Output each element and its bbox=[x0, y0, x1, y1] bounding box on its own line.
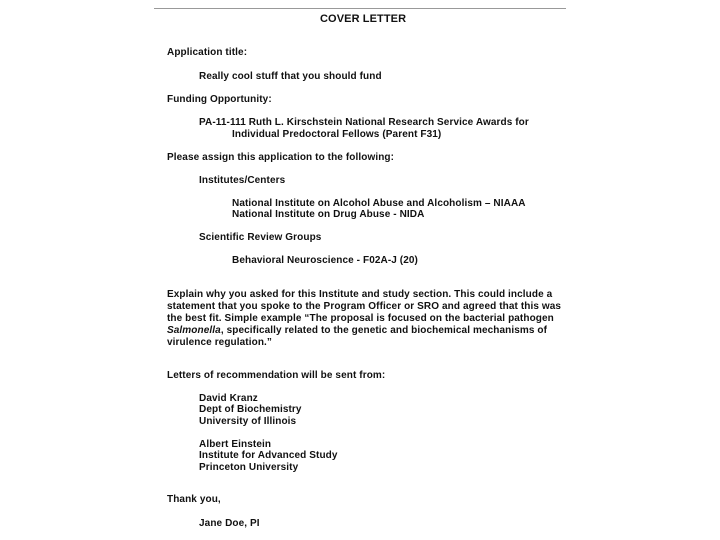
review-group-1: Behavioral Neuroscience - F02A-J (20) bbox=[232, 255, 418, 266]
letters-label: Letters of recommendation will be sent from: bbox=[167, 370, 386, 381]
explain-line-4 bbox=[167, 325, 547, 337]
institutes-label: Institutes/Centers bbox=[199, 175, 286, 186]
top-rule bbox=[154, 8, 566, 9]
assign-label: Please assign this application to the following: bbox=[167, 152, 395, 163]
application-title-value: Really cool stuff that you should fund bbox=[199, 71, 382, 82]
closing: Thank you, bbox=[167, 494, 221, 505]
application-title-label: Application title: bbox=[167, 47, 248, 58]
explain-line-4-rest: , specifically related to the genetic and biochemical mechanisms of bbox=[220, 325, 548, 336]
ref1-name: David Kranz bbox=[199, 393, 258, 404]
funding-line-1: PA-11-111 Ruth L. Kirschstein National Research Service Awards for bbox=[199, 117, 529, 128]
explain-line-1: Explain why you asked for this Institute and study section. This could include a bbox=[167, 289, 553, 300]
ref2-univ: Princeton University bbox=[199, 462, 299, 473]
explain-line-2: statement that you spoke to the Program Officer or SRO and agreed that this was bbox=[167, 301, 562, 312]
explain-line-3: the best fit. Simple example “The proposal is focused on the bacterial pathogen bbox=[167, 313, 554, 324]
ref1-dept: Dept of Biochemistry bbox=[199, 404, 302, 415]
funding-label: Funding Opportunity: bbox=[167, 94, 272, 105]
signature: Jane Doe, PI bbox=[199, 518, 260, 529]
funding-line-2: Individual Predoctoral Fellows (Parent F31) bbox=[232, 129, 442, 140]
ref2-name: Albert Einstein bbox=[199, 439, 272, 450]
page-title: COVER LETTER bbox=[320, 13, 407, 25]
review-groups-label: Scientific Review Groups bbox=[199, 232, 322, 243]
explain-line-5: virulence regulation.” bbox=[167, 337, 273, 348]
institute-1: National Institute on Alcohol Abuse and Alcoholism – NIAAA bbox=[232, 198, 526, 209]
ref2-dept: Institute for Advanced Study bbox=[199, 450, 338, 461]
ref1-univ: University of Illinois bbox=[199, 416, 297, 427]
explain-italic-term: Salmonella bbox=[167, 325, 221, 336]
institute-2: National Institute on Drug Abuse - NIDA bbox=[232, 209, 425, 220]
